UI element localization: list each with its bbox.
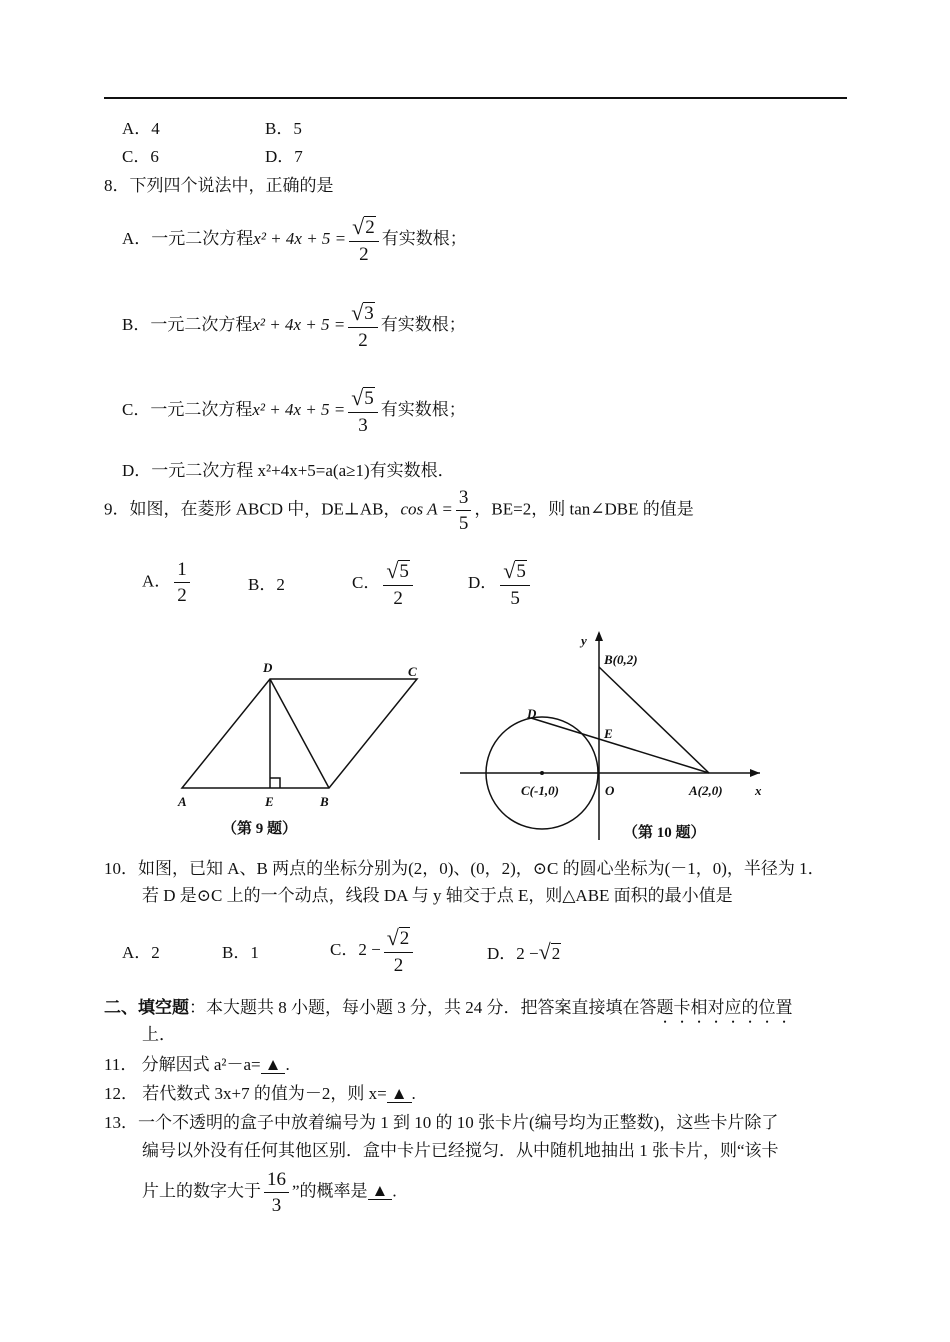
q10-option-b: B．1: [222, 943, 259, 962]
q8-option-a: [122, 216, 467, 264]
q8-c-fraction: √ 5 3: [348, 387, 378, 435]
q8-c-equation: x² + 4x + 5 =: [252, 400, 346, 419]
q11-text: 11． 分解因式 a²－a=: [104, 1055, 261, 1074]
q13-line2: 编号以外没有任何其他区别．盒中卡片已经搅匀．从中随机地抽出 1 张卡片，则“该卡: [142, 1141, 779, 1160]
q11-answer-blank: ▲: [261, 1056, 286, 1074]
top-rule: [104, 97, 847, 99]
q9-a-fraction: [174, 560, 190, 605]
q8-stem: 8．下列四个说法中，正确的是: [104, 176, 334, 195]
q8-c-suffix: 有实数根；: [380, 400, 466, 419]
q8-a-prefix: A．一元二次方程: [122, 229, 254, 248]
q9-cos-label: cos A =: [400, 499, 453, 519]
q13-line3-post: ”的概率是: [292, 1181, 368, 1201]
q10-d-expr: 2 −: [516, 944, 539, 963]
q10-line1: 10．如图，已知 A、B 两点的坐标分别为(2，0)、(0，2)，⊙C 的圆心坐标为(－1，0)，半径为 1．: [104, 859, 825, 878]
q8-b-equation: x² + 4x + 5 =: [252, 315, 346, 334]
section2-heading-line: [104, 998, 793, 1027]
q10-c-label: C．: [330, 940, 359, 959]
q8-b-num: 3: [364, 303, 374, 324]
center-point: [540, 771, 544, 775]
q9-cos-den: 5: [458, 513, 469, 534]
q8-a-num: 2: [365, 217, 375, 238]
q8-c-den: 3: [358, 415, 368, 437]
q8-a-den: 2: [359, 244, 369, 266]
label-e: E: [604, 726, 613, 741]
q8-option-d: D．一元二次方程 x²+4x+5=a(a≥1)有实数根．: [122, 461, 455, 480]
q13-end: .: [392, 1181, 397, 1201]
q9-option-c: [352, 560, 416, 608]
q9-d-den: 5: [510, 588, 520, 610]
q12-text: 12． 若代数式 3x+7 的值为－2，则 x=: [104, 1084, 387, 1103]
figure-10-caption: （第 10 题）: [623, 825, 706, 841]
q9-stem-pre: 9．如图，在菱形 ABCD 中，DE⊥AB，: [104, 499, 401, 519]
q10-d-label: D．: [487, 944, 517, 963]
q13-line1: 13．一个不透明的盒子中放着编号为 1 到 10 的 10 张卡片(编号均为正整数)，这些卡片除了: [104, 1113, 779, 1132]
q8-a-fraction: √ 2 2: [349, 216, 379, 264]
q8-b-prefix: B．一元二次方程: [122, 315, 253, 334]
q7-option-c: C．6: [122, 147, 159, 166]
label-b: B(0,2): [604, 652, 638, 667]
q9-stem: [104, 488, 694, 533]
label-a: A: [178, 794, 187, 809]
q13-line3-pre: 片上的数字大于: [142, 1181, 261, 1201]
q13-num: 16: [264, 1170, 289, 1193]
q9-cos-num: 3: [456, 488, 472, 511]
q8-b-suffix: 有实数根；: [380, 315, 466, 334]
q11-end: .: [285, 1055, 290, 1074]
label-d: D: [263, 660, 273, 675]
q7-option-a: A．4: [122, 119, 160, 138]
label-c: C: [408, 664, 417, 679]
q12-answer-blank: ▲: [387, 1085, 412, 1103]
label-c: C(-1,0): [521, 783, 559, 798]
q9-c-den: 2: [393, 588, 403, 610]
q10-c-den: 2: [393, 955, 404, 977]
section2-heading: 二、填空题: [104, 998, 189, 1017]
x-axis-arrow: [750, 769, 760, 777]
q7-option-b: B．5: [265, 119, 302, 138]
figure-9-caption: （第 9 题）: [222, 821, 298, 837]
q13-fraction: [264, 1170, 289, 1215]
q10-option-a: A．2: [122, 943, 160, 962]
section2-dotted: 题卡相对应的位置: [656, 998, 793, 1017]
q9-stem-post: ，BE=2，则 tan∠DBE 的值是: [474, 499, 694, 519]
q8-b-fraction: √ 3 2: [348, 302, 378, 350]
q8-b-den: 2: [358, 330, 368, 352]
q10-option-d: [487, 939, 561, 964]
q8-c-num: 5: [364, 388, 374, 409]
q10-d-rad: 2: [551, 943, 561, 963]
label-o: O: [605, 783, 615, 798]
q12-end: .: [411, 1084, 416, 1103]
figure-10-coordinate: [455, 625, 775, 850]
segment-da: [531, 718, 709, 773]
segment-db: [270, 679, 329, 788]
q9-a-den: 2: [177, 585, 187, 606]
label-d: D: [527, 706, 537, 721]
q11: [104, 1056, 290, 1074]
q9-c-fraction: √ 5 2: [383, 560, 413, 608]
q10-c-two: 2 −: [358, 940, 381, 959]
q9-d-num: 5: [516, 561, 526, 582]
q10-option-c: [330, 927, 416, 975]
q13-line3: [142, 1170, 397, 1215]
q8-option-b: [122, 302, 466, 350]
q12: [104, 1085, 416, 1103]
y-axis-arrow: [595, 631, 603, 641]
q9-option-d: [468, 560, 533, 608]
q9-option-a: [142, 560, 193, 605]
q7-option-d: D．7: [265, 147, 303, 166]
section2-line2: 上．: [142, 1025, 176, 1044]
q9-a-num: 1: [174, 560, 190, 583]
section2-text: ：本大题共 8 小题，每小题 3 分，共 24 分．把答案直接填在答: [189, 998, 657, 1017]
figure-9-rhombus: [170, 655, 440, 845]
q13-answer-blank: ▲: [368, 1182, 393, 1200]
q13-den: 3: [271, 1195, 282, 1216]
q10-line2: 若 D 是⊙C 上的一个动点，线段 DA 与 y 轴交于点 E，则△ABE 面积的最小值是: [142, 886, 733, 905]
label-a: A(2,0): [689, 783, 723, 798]
label-b: B: [320, 794, 329, 809]
q8-option-c: [122, 387, 466, 435]
q9-cos-fraction: [456, 488, 472, 533]
label-e: E: [265, 794, 274, 809]
q9-a-label: A．: [142, 571, 172, 591]
q8-a-suffix: 有实数根；: [381, 229, 467, 248]
right-angle-mark: [270, 778, 280, 788]
label-x: x: [755, 783, 762, 798]
q10-d-sqrt: √ 2: [538, 939, 561, 964]
q8-a-equation: x² + 4x + 5 =: [253, 229, 347, 248]
q10-c-fraction: √ 2 2: [384, 927, 414, 975]
segment-ab: [599, 667, 709, 773]
q9-option-b: B．2: [248, 575, 285, 594]
q9-c-num: 5: [399, 561, 409, 582]
q9-c-label: C．: [352, 573, 381, 592]
q8-c-prefix: C．一元二次方程: [122, 400, 253, 419]
q9-d-fraction: √ 5 5: [500, 560, 530, 608]
q9-d-label: D．: [468, 573, 498, 592]
q10-c-num: 2: [399, 928, 410, 949]
label-y: y: [581, 633, 587, 648]
